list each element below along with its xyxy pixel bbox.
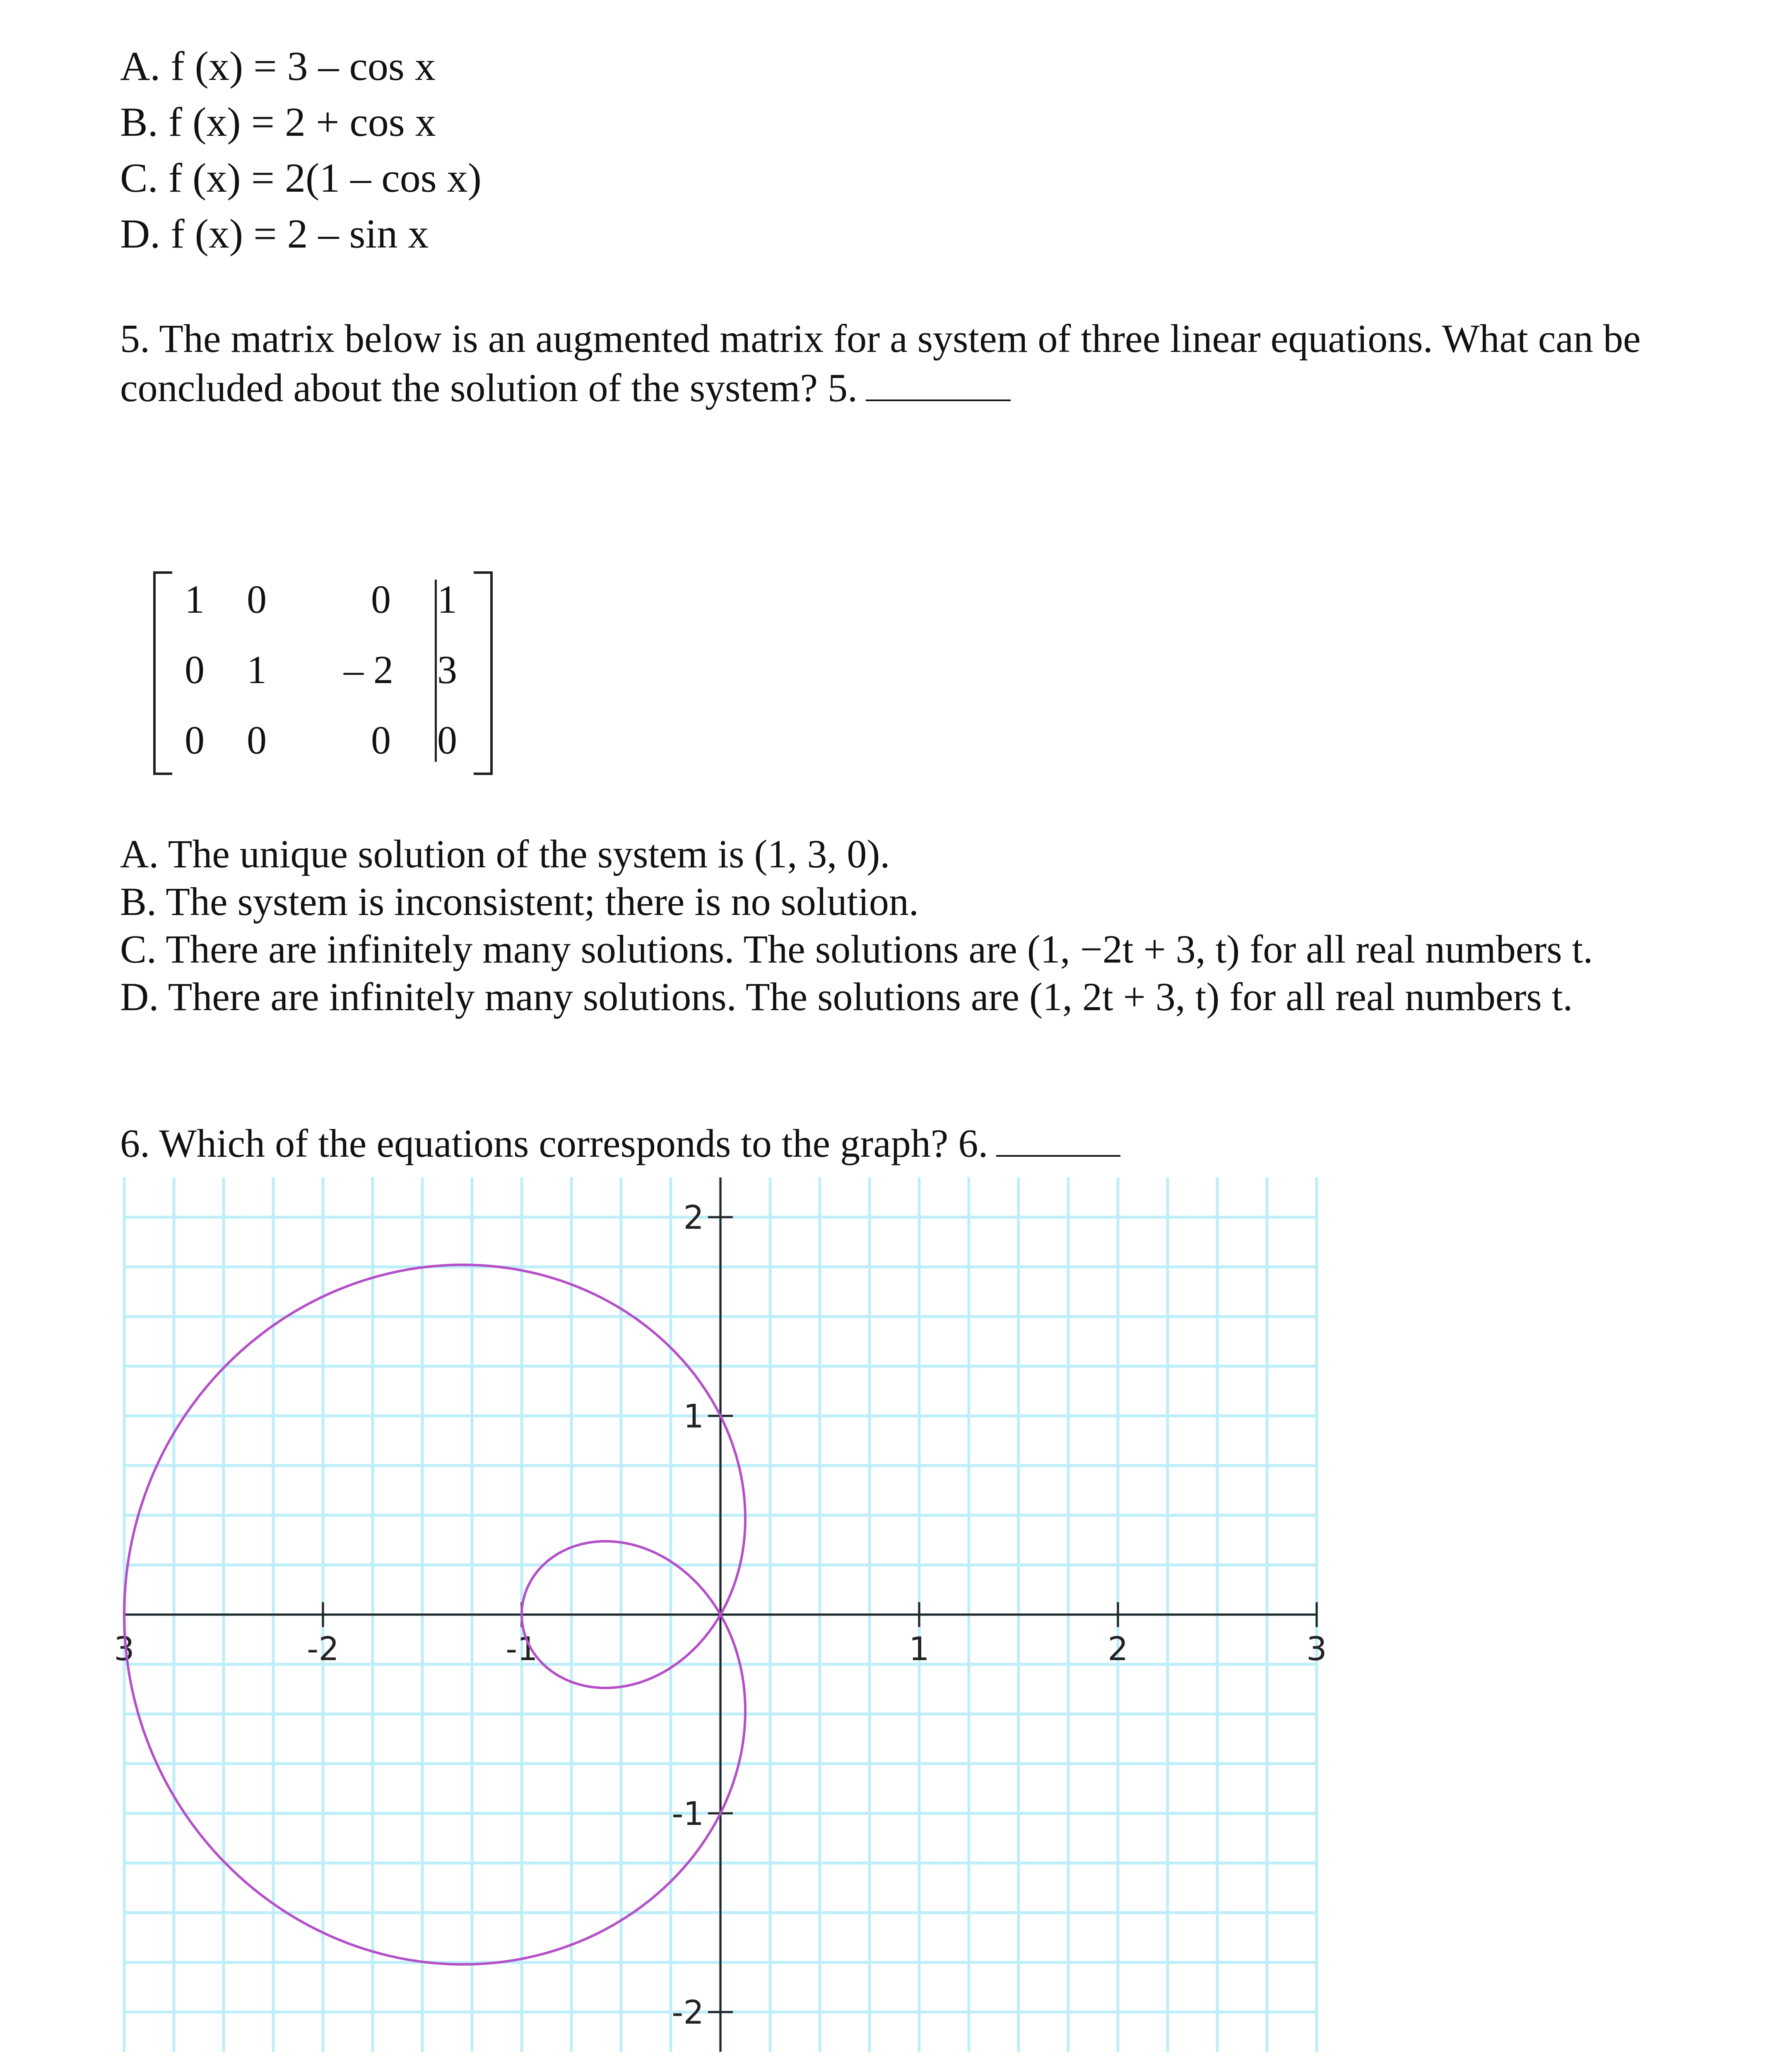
matrix-cell: 3 bbox=[437, 647, 457, 692]
matrix-cell: 0 bbox=[371, 718, 391, 762]
q6-prompt-text: 6. Which of the equations corresponds to the graph? 6. bbox=[120, 1121, 988, 1165]
q5-answer-blank[interactable] bbox=[866, 366, 1011, 401]
choice-text: There are infinitely many solutions. The solutions are (1, 2t + 3, t) for all real numbers t. bbox=[168, 975, 1573, 1019]
choice-letter: B. bbox=[120, 99, 158, 145]
augmented-matrix bbox=[153, 571, 493, 770]
y-tick-label: -2 bbox=[672, 1994, 704, 2031]
matrix-cell: 0 bbox=[437, 718, 457, 762]
choice-letter: B. bbox=[120, 879, 157, 924]
prev-choice-d bbox=[120, 213, 429, 255]
matrix-cell: 0 bbox=[185, 718, 205, 762]
matrix-cell: 1 bbox=[437, 577, 457, 621]
choice-text: f (x) = 3 – cos x bbox=[171, 43, 436, 89]
x-tick-label: 2 bbox=[1108, 1631, 1128, 1668]
matrix-cell: 0 bbox=[371, 577, 391, 621]
x-tick-label: 3 bbox=[1306, 1631, 1327, 1668]
q5-prompt-text: concluded about the solution of the system? 5. bbox=[120, 366, 857, 410]
choice-text: f (x) = 2 – sin x bbox=[171, 211, 429, 257]
choice-letter: D. bbox=[120, 211, 161, 257]
matrix-cell: 1 bbox=[185, 577, 205, 621]
q6-answer-blank[interactable] bbox=[996, 1122, 1120, 1157]
prev-choice-a bbox=[120, 43, 436, 89]
prev-choice-c bbox=[120, 157, 482, 199]
q5-choice-d bbox=[120, 977, 1573, 1017]
choice-letter: A. bbox=[120, 832, 159, 876]
q5-choice-a bbox=[120, 834, 890, 874]
choice-text: f (x) = 2(1 – cos x) bbox=[168, 155, 482, 201]
x-tick-label: 1 bbox=[909, 1631, 930, 1668]
x-tick-label: 3 bbox=[114, 1631, 135, 1668]
q6-prompt bbox=[120, 1122, 1120, 1163]
y-tick-label: 2 bbox=[683, 1199, 704, 1237]
choice-text: f (x) = 2 + cos x bbox=[168, 99, 436, 145]
prev-choice-b bbox=[120, 101, 436, 143]
q5-prompt-line2 bbox=[120, 366, 1011, 408]
x-tick-label: -2 bbox=[307, 1631, 339, 1668]
x-tick-label: -1 bbox=[506, 1631, 538, 1668]
choice-letter: C. bbox=[120, 927, 157, 971]
matrix-cell: 0 bbox=[185, 647, 205, 692]
matrix-cell: – 2 bbox=[344, 647, 393, 692]
polar-graph bbox=[99, 1163, 1362, 2066]
matrix-cell: 0 bbox=[247, 577, 267, 621]
matrix-cell: 0 bbox=[247, 718, 267, 762]
choice-text: There are infinitely many solutions. The solutions are (1, −2t + 3, t) for all real numbers t. bbox=[166, 927, 1593, 971]
q5-choice-b bbox=[120, 879, 919, 924]
matrix-cell: 1 bbox=[247, 647, 267, 692]
y-tick-label: -1 bbox=[672, 1796, 704, 1833]
y-tick-label: 1 bbox=[683, 1398, 704, 1435]
choice-letter: C. bbox=[120, 155, 158, 201]
choice-text: The system is inconsistent; there is no solution. bbox=[166, 879, 919, 924]
choice-letter: A. bbox=[120, 43, 161, 89]
choice-text: The unique solution of the system is (1, 3, 0). bbox=[168, 832, 890, 876]
q5-choice-c bbox=[120, 929, 1593, 969]
q5-prompt-line1: 5. The matrix below is an augmented matrix for a system of three linear equations. What can be bbox=[120, 316, 1641, 361]
choice-letter: D. bbox=[120, 975, 159, 1019]
